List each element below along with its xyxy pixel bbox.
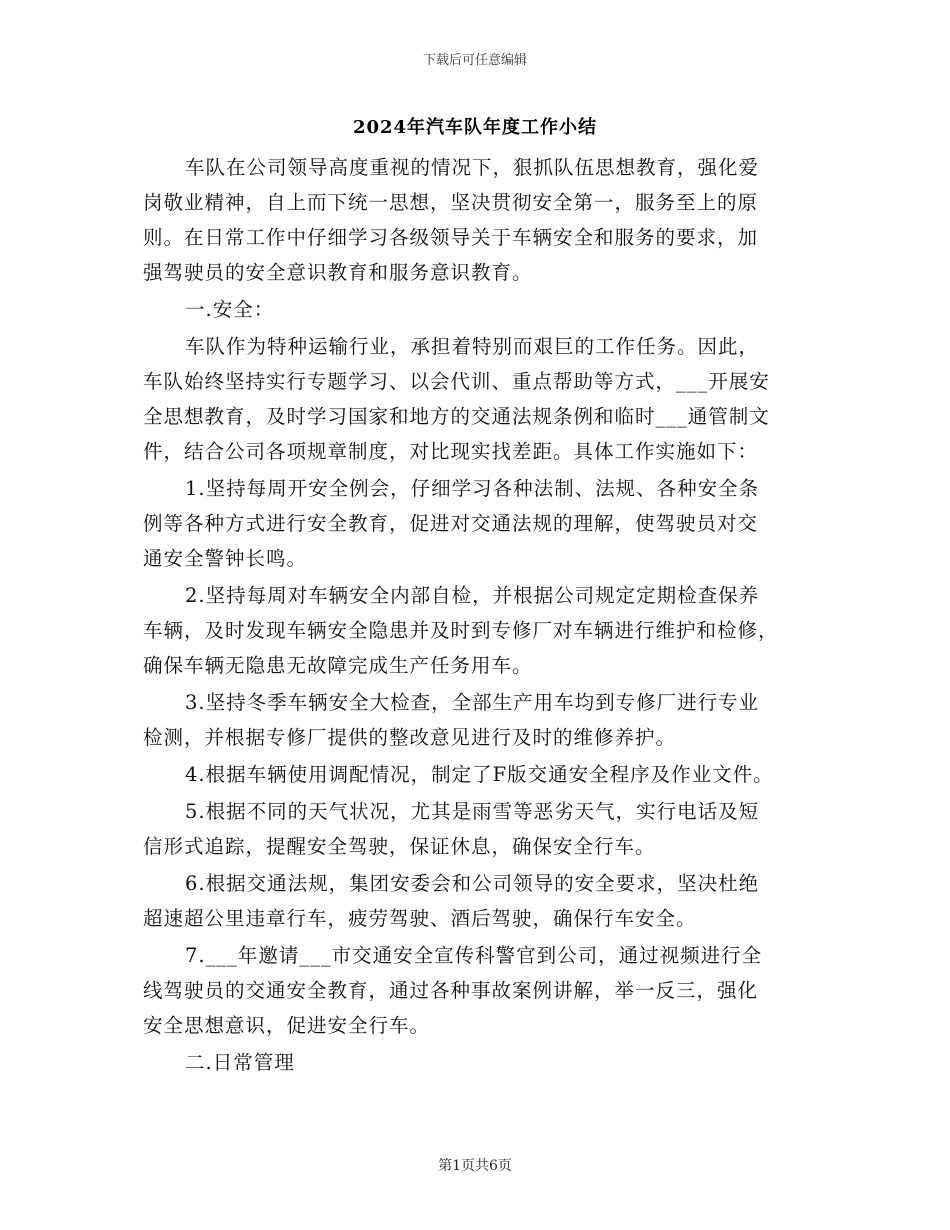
paragraph-line: 7.___年邀请___市交通安全宣传科警官到公司，通过视频进行全 <box>185 944 763 967</box>
paragraph-line: 一.安全： <box>185 298 275 321</box>
paragraph <box>143 685 823 755</box>
paragraph-line: 1.坚持每周开安全例会，仔细学习各种法制、法规、各种安全条 <box>185 477 760 500</box>
paragraph-line: 件，结合公司各项规章制度，对比现实找差距。具体工作实施如下： <box>143 440 759 463</box>
paragraph <box>143 329 823 469</box>
paragraph <box>143 1045 823 1080</box>
paragraph-line: 4.根据车辆使用调配情况，制定了F版交通安全程序及作业文件。 <box>185 763 774 786</box>
paragraph-line: 超速超公里违章行车，疲劳驾驶、酒后驾驶，确保行车安全。 <box>143 907 697 930</box>
paragraph-line: 安全思想意识，促进安全行车。 <box>143 1014 431 1037</box>
paragraph-line: 线驾驶员的交通安全教育，通过各种事故案例讲解，举一反三，强化 <box>143 979 759 1002</box>
paragraph <box>143 866 823 936</box>
paragraph-line: 则。在日常工作中仔细学习各级领导关于车辆安全和服务的要求，加 <box>143 226 759 249</box>
paragraph-line: 3.坚持冬季车辆安全大检查，全部生产用车均到专修厂进行专业 <box>185 691 760 714</box>
paragraph <box>143 150 823 290</box>
document-title: 2024年汽车队年度工作小结 <box>352 117 598 138</box>
paragraph <box>143 757 823 792</box>
paragraph <box>143 938 823 1043</box>
paragraph-line: 检测，并根据专修厂提供的整改意见进行及时的维修养护。 <box>143 726 677 749</box>
paragraph-line: 车队在公司领导高度重视的情况下，狠抓队伍思想教育，强化爱 <box>185 156 760 179</box>
paragraph <box>143 292 823 327</box>
page-number-footer: 第1页共6页 <box>438 1158 512 1174</box>
paragraph <box>143 471 823 576</box>
paragraph-line: 确保车辆无隐患无故障完成生产任务用车。 <box>143 654 533 677</box>
paragraph-line: 5.根据不同的天气状况，尤其是雨雪等恶劣天气，实行电话及短 <box>185 800 760 823</box>
paragraph-line: 车辆，及时发现车辆安全隐患并及时到专修厂对车辆进行维护和检修， <box>143 619 779 642</box>
paragraph-line: 例等各种方式进行安全教育，促进对交通法规的理解，使驾驶员对交 <box>143 512 759 535</box>
paragraph-line: 强驾驶员的安全意识教育和服务意识教育。 <box>143 261 533 284</box>
paragraph-line: 通安全警钟长鸣。 <box>143 547 308 570</box>
paragraph <box>143 578 823 683</box>
paragraph-line: 车队始终坚持实行专题学习、以会代训、重点帮助等方式，___开展安 <box>143 370 770 393</box>
header-note: 下载后可任意编辑 <box>422 53 527 68</box>
paragraph-line: 6.根据交通法规，集团安委会和公司领导的安全要求，坚决杜绝 <box>185 872 760 895</box>
paragraph-line: 信形式追踪，提醒安全驾驶，保证休息，确保安全行车。 <box>143 835 656 858</box>
document-body <box>143 150 823 1080</box>
paragraph-line: 全思想教育，及时学习国家和地方的交通法规条例和临时___通管制文 <box>143 405 770 428</box>
paragraph-line: 二.日常管理 <box>185 1051 295 1074</box>
paragraph-line: 2.坚持每周对车辆安全内部自检，并根据公司规定定期检查保养 <box>185 584 760 607</box>
paragraph <box>143 794 823 864</box>
paragraph-line: 车队作为特种运输行业，承担着特别而艰巨的工作任务。因此， <box>185 335 760 358</box>
paragraph-line: 岗敬业精神，自上而下统一思想，坚决贯彻安全第一，服务至上的原 <box>143 191 759 214</box>
